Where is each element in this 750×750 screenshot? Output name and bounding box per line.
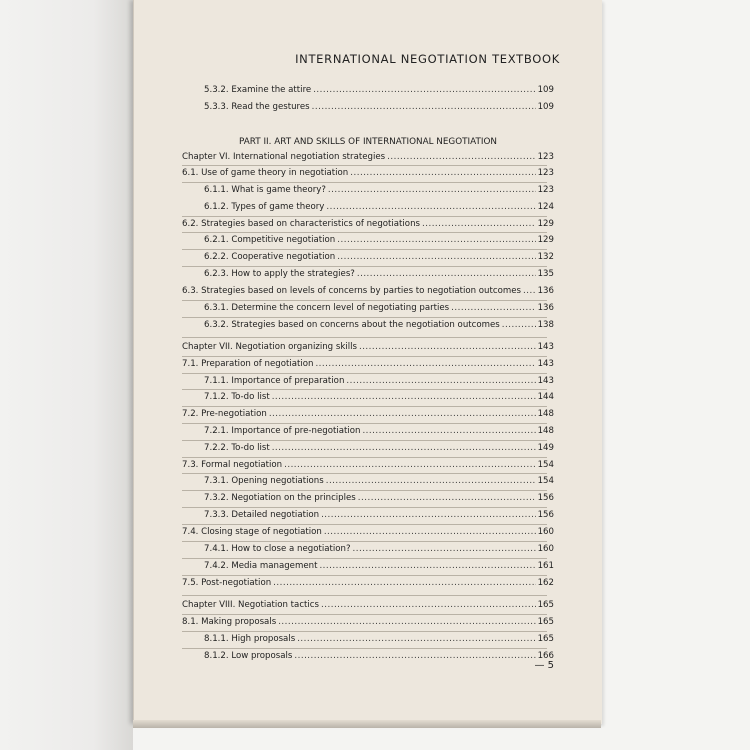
toc-leader-dots [451,303,535,313]
toc-divider [182,182,547,183]
toc-entry-page: 135 [537,269,554,279]
toc-entry [204,235,554,245]
toc-entry-title: 7.5. Post-negotiation [182,578,272,588]
toc-entry-page: 156 [537,510,554,520]
toc-entry-title: 7.2. Pre-negotiation [182,409,267,419]
toc-entry-title: 8.1.1. High proposals [204,634,296,644]
toc-divider [182,614,547,615]
toc-leader-dots [278,617,535,627]
toc-divider [182,356,547,357]
toc-entry-title: 8.1. Making proposals [182,617,277,627]
toc-leader-dots [387,152,535,162]
toc-entry-page: 123 [537,185,554,195]
toc-divider [182,300,547,301]
toc-entry-title: 7.2.1. Importance of pre-negotiation [204,426,361,436]
toc-entry-page: 165 [537,600,554,610]
toc-divider [182,423,547,424]
toc-divider [182,575,547,576]
toc-entry-title: 6.1. Use of game theory in negotiation [182,168,349,178]
toc-entry [204,561,554,571]
toc-entry-title: 7.3.3. Detailed negotiation [204,510,320,520]
toc-divider [182,406,547,407]
toc-leader-dots [312,102,536,112]
toc-entry-title: 5.3.3. Read the gestures [204,102,310,112]
toc-entry-page: 154 [537,476,554,486]
toc-entry [182,342,554,352]
toc-leader-dots [358,493,536,503]
toc-entry-title: Chapter VI. International negotiation strategies [182,152,386,162]
toc-entry-title: 6.2.2. Cooperative negotiation [204,252,336,262]
toc-entry-title: 7.4.1. How to close a negotiation? [204,544,351,554]
toc-leader-dots [502,320,536,330]
toc-entry-title: 7.1.1. Importance of preparation [204,376,345,386]
page-number: — 5 [534,660,554,671]
toc-entry-title: 6.3.2. Strategies based on concerns about the negotiation outcomes [204,320,500,330]
toc-entry [182,527,554,537]
toc-leader-dots [321,600,536,610]
toc-entry-page: 154 [537,460,554,470]
toc-entry [182,359,554,369]
toc-entry [204,320,554,330]
toc-entry [204,376,554,386]
toc-leader-dots [319,561,535,571]
toc-leader-dots [326,476,536,486]
toc-entry-page: 123 [537,168,554,178]
toc-entry [204,102,554,112]
page-bottom-edge [133,720,601,728]
toc-entry [204,392,554,402]
toc-entry-title: 7.3. Formal negotiation [182,460,283,470]
toc-divider [182,558,547,559]
toc-leader-dots [324,527,536,537]
toc-entry [182,152,554,162]
toc-entry-page: 160 [537,544,554,554]
toc-leader-dots [353,544,536,554]
toc-entry-page: 143 [537,376,554,386]
toc-divider [182,457,547,458]
toc-divider [182,524,547,525]
toc-entry-title: 7.4.2. Media management [204,561,318,571]
toc-entry-page: 165 [537,634,554,644]
toc-entry [182,286,554,296]
toc-divider [182,317,547,318]
toc-divider [182,541,547,542]
toc-leader-dots [357,269,536,279]
toc-entry [182,460,554,470]
toc-leader-dots [337,235,535,245]
toc-entry [204,252,554,262]
toc-divider [182,507,547,508]
toc-entry-title: 5.3.2. Examine the attire [204,85,312,95]
toc-entry-title: 6.2.1. Competitive negotiation [204,235,336,245]
toc-divider [182,165,547,166]
toc-entry [204,443,554,453]
toc-entry-page: 109 [537,102,554,112]
toc-divider [182,440,547,441]
toc-divider [182,373,547,374]
toc-entry [204,202,554,212]
toc-entry-title: 6.2.3. How to apply the strategies? [204,269,355,279]
toc-entry-title: 7.4. Closing stage of negotiation [182,527,322,537]
toc-entry-title: 6.1.2. Types of game theory [204,202,325,212]
toc-leader-dots [273,578,535,588]
toc-entry [204,634,554,644]
toc-leader-dots [297,634,535,644]
toc-leader-dots [350,168,535,178]
toc-entry [204,476,554,486]
toc-entry-page: 149 [537,443,554,453]
toc-entry-page: 166 [537,651,554,661]
toc-leader-dots [362,426,535,436]
toc-leader-dots [337,252,535,262]
toc-entry [182,600,554,610]
toc-entry-title: 7.1.2. To-do list [204,392,270,402]
toc-leader-dots [523,286,536,296]
toc-divider [182,249,547,250]
toc-entry [204,493,554,503]
toc-entry-page: 132 [537,252,554,262]
toc-divider [182,648,547,649]
toc-entry [182,219,554,229]
toc-entry-page: 124 [537,202,554,212]
toc-divider [182,595,547,596]
toc-entry [182,578,554,588]
toc-entry-title: Chapter VIII. Negotiation tactics [182,600,320,610]
toc-leader-dots [284,460,535,470]
toc-leader-dots [359,342,536,352]
toc-entry-title: 7.1. Preparation of negotiation [182,359,314,369]
toc-entry-page: 129 [537,219,554,229]
toc-divider [182,266,547,267]
toc-entry [182,409,554,419]
toc-leader-dots [272,443,536,453]
toc-entry [204,544,554,554]
toc-entry-page: 144 [537,392,554,402]
toc-entry [204,510,554,520]
toc-entry-title: 6.3. Strategies based on levels of concerns by parties to negotiation outcomes [182,286,521,296]
toc-entry-page: 156 [537,493,554,503]
toc-entry-title: 7.2.2. To-do list [204,443,270,453]
toc-leader-dots [321,510,536,520]
toc-entry-page: 148 [537,426,554,436]
toc-entry-title: Chapter VII. Negotiation organizing skills [182,342,357,352]
toc-divider [182,631,547,632]
toc-leader-dots [294,651,535,661]
toc-entry-page: 129 [537,235,554,245]
book-page [133,0,602,724]
left-page-edge [0,0,133,750]
toc-entry [204,185,554,195]
toc-entry-page: 162 [537,578,554,588]
toc-divider [182,473,547,474]
toc-divider [182,216,547,217]
toc-entry [182,168,554,178]
toc-divider [182,337,547,338]
toc-entry [204,303,554,313]
part-heading: PART II. ART AND SKILLS OF INTERNATIONAL NEGOTIATION [239,137,497,147]
toc-entry [182,617,554,627]
running-header: INTERNATIONAL NEGOTIATION TEXTBOOK [295,52,560,66]
toc-entry-page: 136 [537,286,554,296]
toc-leader-dots [326,202,535,212]
toc-entry-title: 6.2. Strategies based on characteristics of negotiations [182,219,420,229]
toc-entry-page: 161 [537,561,554,571]
toc-entry [204,269,554,279]
toc-leader-dots [422,219,536,229]
toc-leader-dots [328,185,536,195]
toc-entry-page: 148 [537,409,554,419]
toc-entry-title: 6.3.1. Determine the concern level of negotiating parties [204,303,450,313]
toc-entry-page: 143 [537,359,554,369]
toc-entry-page: 109 [537,85,554,95]
toc-entry-title: 8.1.2. Low proposals [204,651,293,661]
toc-entry-title: 7.3.1. Opening negotiations [204,476,324,486]
toc-divider [182,232,547,233]
toc-divider [182,389,547,390]
toc-entry-title: 7.3.2. Negotiation on the principles [204,493,356,503]
toc-entry [204,651,554,661]
toc-leader-dots [346,376,535,386]
toc-entry-page: 160 [537,527,554,537]
toc-leader-dots [315,359,535,369]
toc-entry-page: 123 [537,152,554,162]
toc-leader-dots [272,392,536,402]
toc-divider [182,490,547,491]
toc-leader-dots [313,85,535,95]
toc-entry [204,426,554,436]
toc-entry-page: 143 [537,342,554,352]
toc-entry-title: 6.1.1. What is game theory? [204,185,326,195]
toc-entry [204,85,554,95]
toc-leader-dots [269,409,536,419]
toc-entry-page: 165 [537,617,554,627]
toc-entry-page: 138 [537,320,554,330]
toc-entry-page: 136 [537,303,554,313]
